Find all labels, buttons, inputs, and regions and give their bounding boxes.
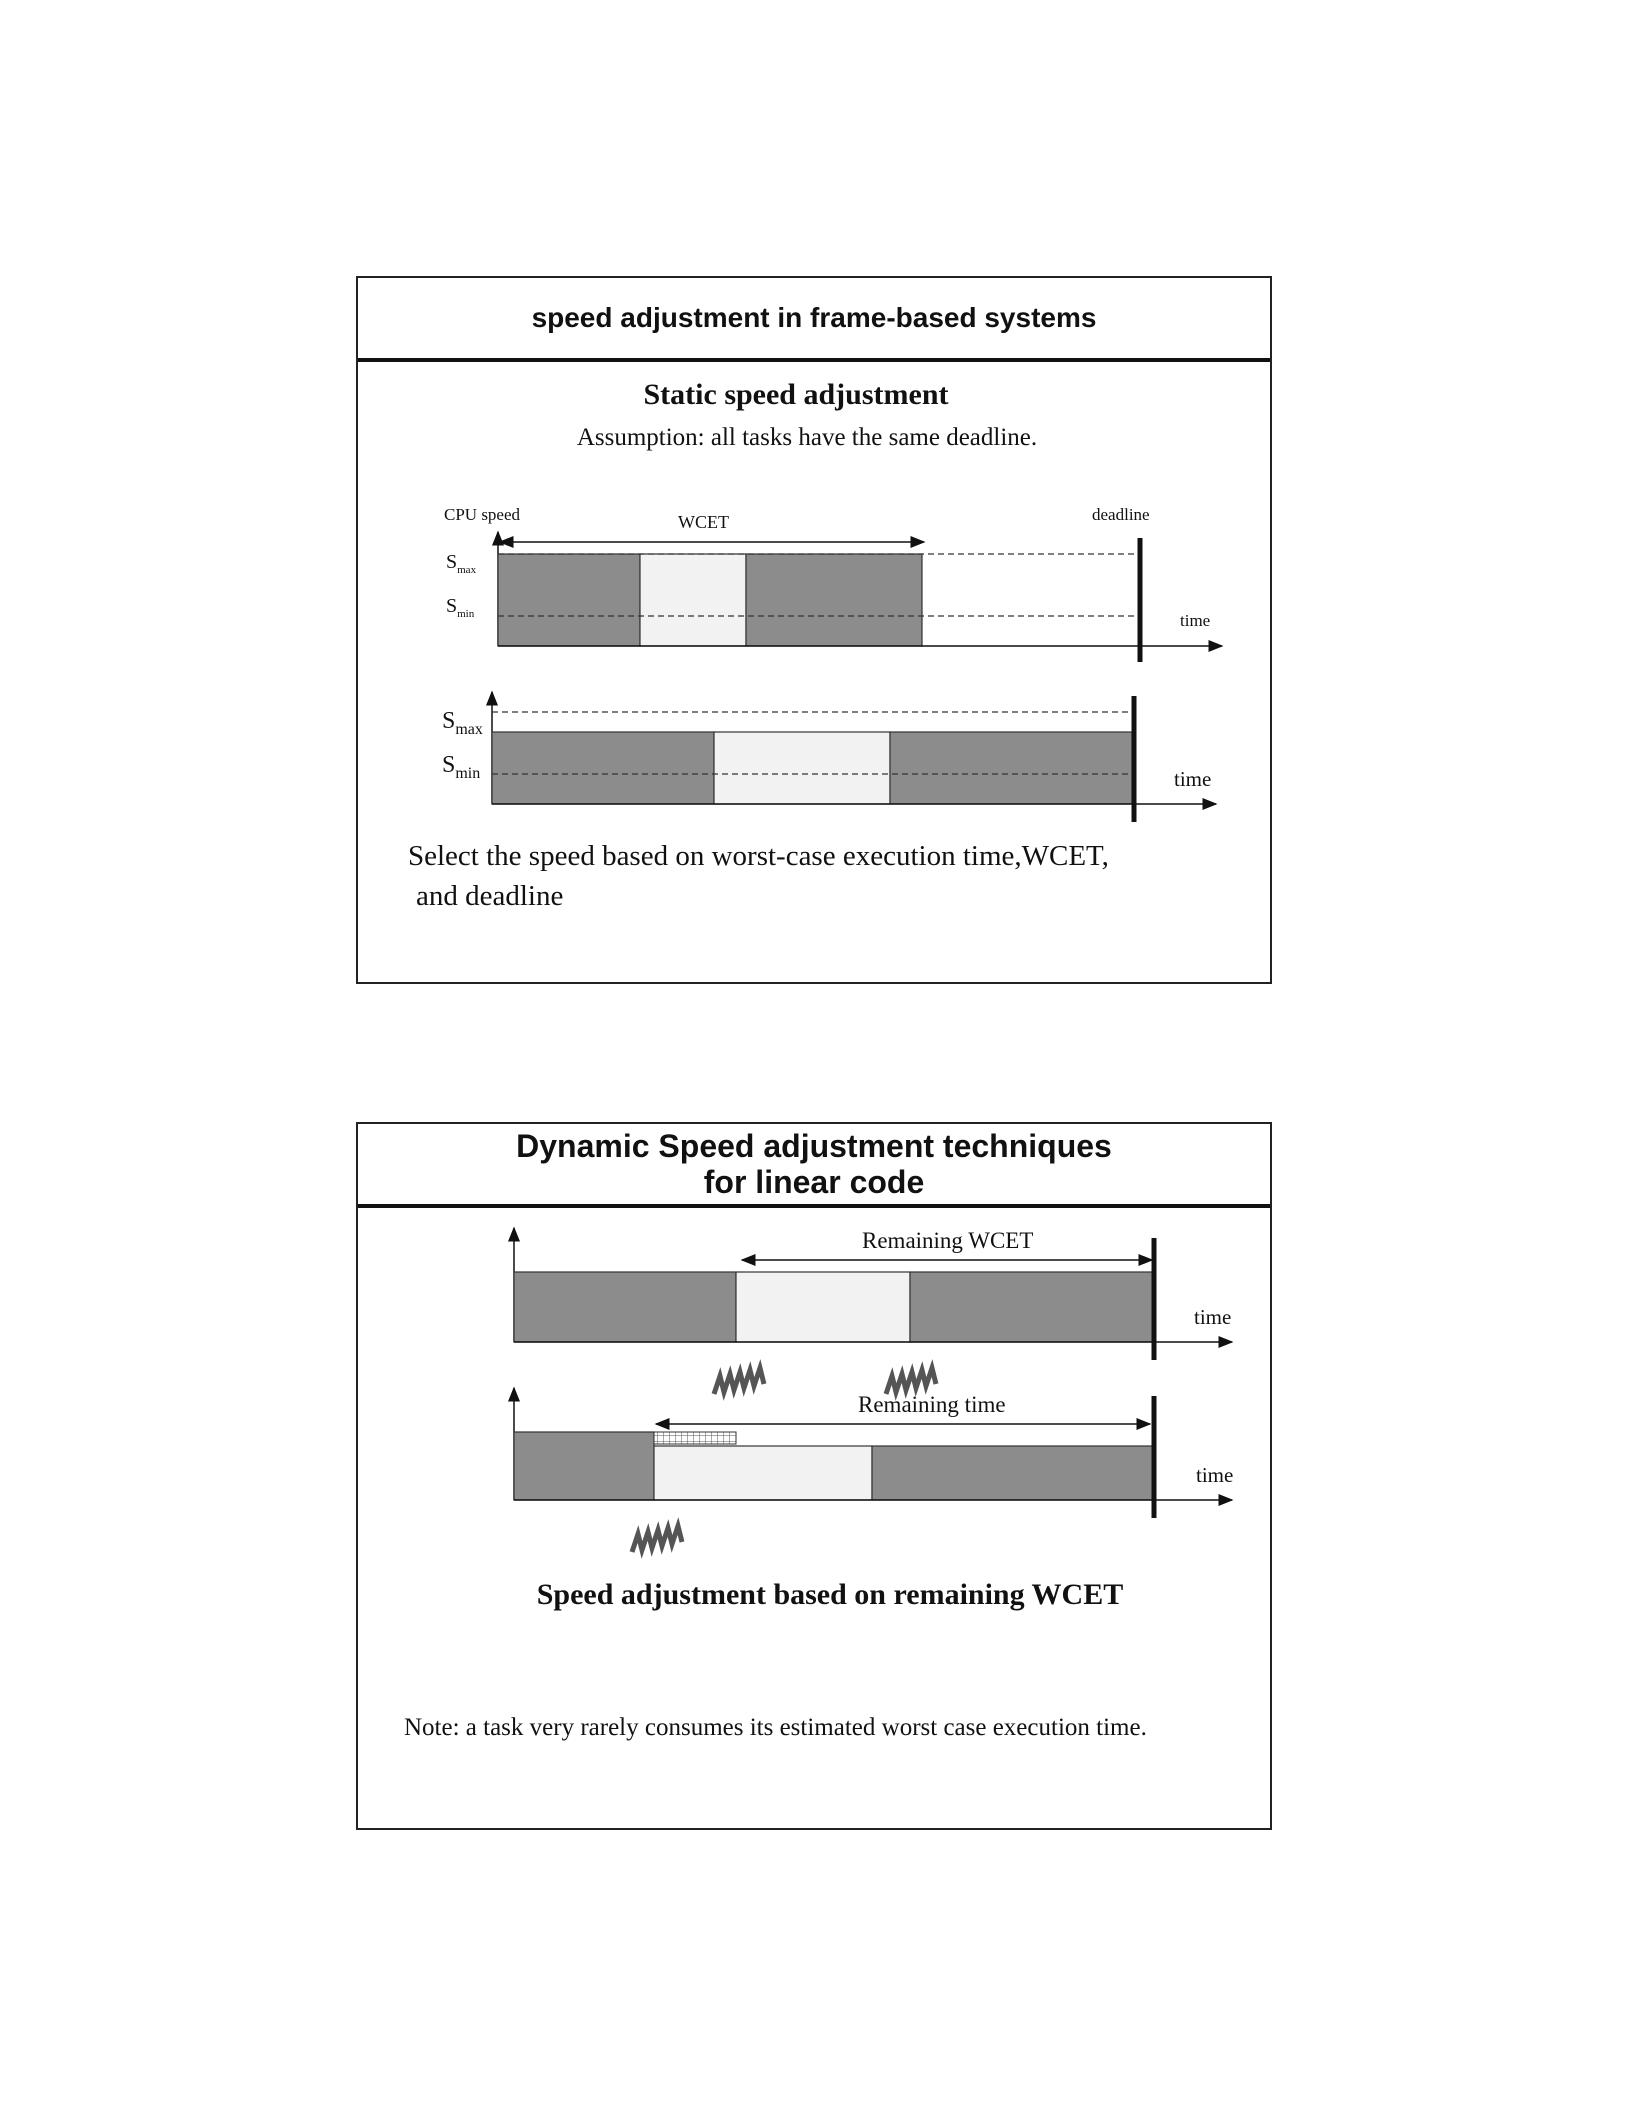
task-block — [910, 1272, 1154, 1342]
task-block — [498, 554, 640, 646]
smax-label: $S_{max}$ — [442, 708, 483, 738]
slide-dynamic-speed — [356, 1122, 1272, 1830]
time-label: time — [1174, 767, 1212, 791]
event-spring-icon — [714, 1368, 764, 1394]
note-line-2: and deadline — [416, 880, 564, 912]
remaining-time-label: Remaining time — [858, 1392, 1006, 1417]
task-block — [890, 732, 1132, 804]
assumption-text: Assumption: all tasks have the same deadline. — [576, 424, 1038, 451]
slide-title: Speed adjustment based on remaining WCET — [536, 1578, 1124, 1611]
slide-title: Static speed adjustment — [643, 378, 949, 411]
task-block — [492, 732, 714, 804]
task-block — [654, 1446, 872, 1500]
task-block — [640, 554, 746, 646]
task-block — [746, 554, 922, 646]
task-block — [514, 1432, 654, 1500]
slack-hatch — [654, 1432, 736, 1444]
note-line-1: Select the speed based on worst-case execution time,WCET, — [408, 840, 1109, 872]
wcet-label: WCET — [678, 512, 729, 532]
time-label: time — [1196, 1463, 1234, 1487]
task-block — [736, 1272, 910, 1342]
time-label: time — [1194, 1305, 1232, 1329]
smin-label: $S_{min}$ — [442, 752, 481, 782]
task-block — [714, 732, 890, 804]
task-block — [872, 1446, 1154, 1500]
slide-static-speed — [356, 276, 1272, 984]
slide-header-text: speed adjustment in frame-based systems — [531, 302, 1097, 333]
remaining-wcet-label: Remaining WCET — [862, 1228, 1034, 1253]
time-label: time — [1180, 611, 1211, 630]
deadline-label: deadline — [1092, 505, 1150, 524]
event-spring-icon — [886, 1368, 936, 1394]
task-block — [514, 1272, 736, 1342]
slide-header-line-1: Dynamic Speed adjustment techniques — [516, 1128, 1112, 1164]
cpu-speed-label: CPU speed — [444, 505, 521, 524]
smax-label: $S_{max}$ — [446, 551, 477, 576]
event-spring-icon — [632, 1526, 682, 1552]
slide-header-line-2: for linear code — [703, 1164, 925, 1200]
smin-label: $S_{min}$ — [446, 595, 475, 620]
note-text: Note: a task very rarely consumes its estimated worst case execution time. — [404, 1714, 1147, 1741]
